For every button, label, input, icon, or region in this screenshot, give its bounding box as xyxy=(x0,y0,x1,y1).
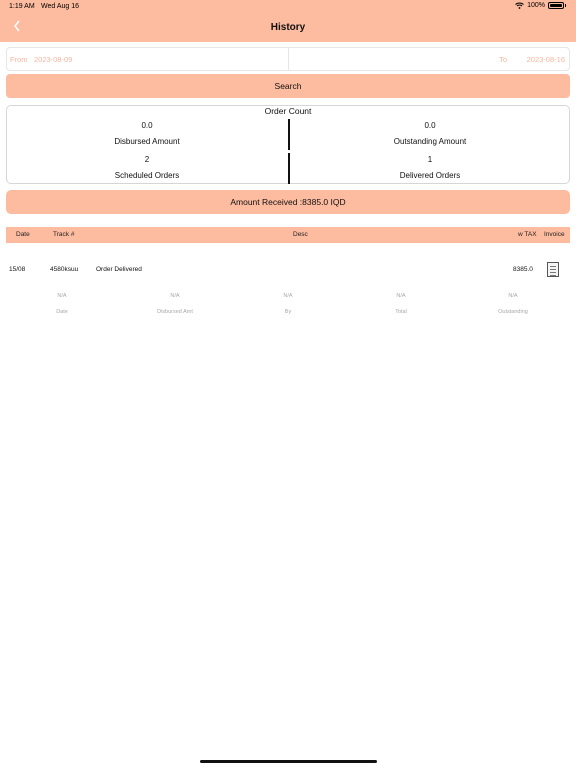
disbursed-value: 0.0 xyxy=(141,121,153,130)
column-header-tax: w TAX xyxy=(518,231,537,238)
disbursed-label: Disbursed Amount xyxy=(114,137,180,146)
detail-value: N/A xyxy=(508,293,518,299)
amount-received-banner: Amount Received :8385.0 IQD xyxy=(6,190,570,214)
wifi-icon xyxy=(515,2,524,9)
status-date: Wed Aug 16 xyxy=(41,3,80,10)
invoice-icon[interactable] xyxy=(547,262,559,277)
detail-label: By xyxy=(284,309,292,315)
order-stats-card xyxy=(6,105,570,184)
detail-label: Date xyxy=(56,309,68,315)
scheduled-label: Scheduled Orders xyxy=(114,171,180,180)
column-header-track: Track # xyxy=(53,231,75,238)
outstanding-label: Outstanding Amount xyxy=(393,137,467,146)
detail-value: N/A xyxy=(57,293,67,299)
row-desc: Order Delivered xyxy=(96,266,142,273)
detail-value: N/A xyxy=(170,293,180,299)
to-label: To xyxy=(499,55,507,64)
column-header-invoice: Invoice xyxy=(544,231,565,238)
delivered-value: 1 xyxy=(427,155,433,164)
column-header-date: Date xyxy=(16,231,30,238)
to-value: 2023-08-16 xyxy=(526,55,565,64)
outstanding-value: 0.0 xyxy=(424,121,436,130)
row-date: 15/08 xyxy=(9,266,26,273)
from-label: From xyxy=(10,55,28,64)
column-header-desc: Desc xyxy=(293,231,308,238)
detail-value: N/A xyxy=(283,293,293,299)
row-tax: 8385.0 xyxy=(513,266,533,273)
order-count-title: Order Count xyxy=(264,106,312,116)
battery-icon xyxy=(548,2,564,9)
status-indicators xyxy=(515,2,566,9)
nav-header xyxy=(0,0,576,42)
page-title: History xyxy=(270,22,306,33)
battery-tip xyxy=(565,4,566,7)
from-date-field[interactable] xyxy=(7,48,288,70)
to-date-field[interactable] xyxy=(288,48,570,70)
battery-percent: 100% xyxy=(527,2,545,9)
delivered-label: Delivered Orders xyxy=(399,171,461,180)
table-row[interactable] xyxy=(6,258,570,280)
search-button[interactable]: Search xyxy=(6,74,570,98)
detail-label: Disbursed Amt xyxy=(157,309,193,315)
date-range-filter xyxy=(6,47,570,71)
stats-divider xyxy=(288,153,290,184)
status-time: 1:19 AM xyxy=(9,3,35,10)
detail-value: N/A xyxy=(396,293,406,299)
table-header xyxy=(6,227,570,243)
scheduled-value: 2 xyxy=(144,155,150,164)
home-indicator[interactable] xyxy=(200,760,377,763)
from-value: 2023-08-09 xyxy=(34,55,73,64)
stats-divider xyxy=(288,119,290,150)
detail-label: Outstanding xyxy=(498,309,528,315)
detail-label: Total xyxy=(395,309,407,315)
row-track: 4580ksuu xyxy=(50,266,79,273)
